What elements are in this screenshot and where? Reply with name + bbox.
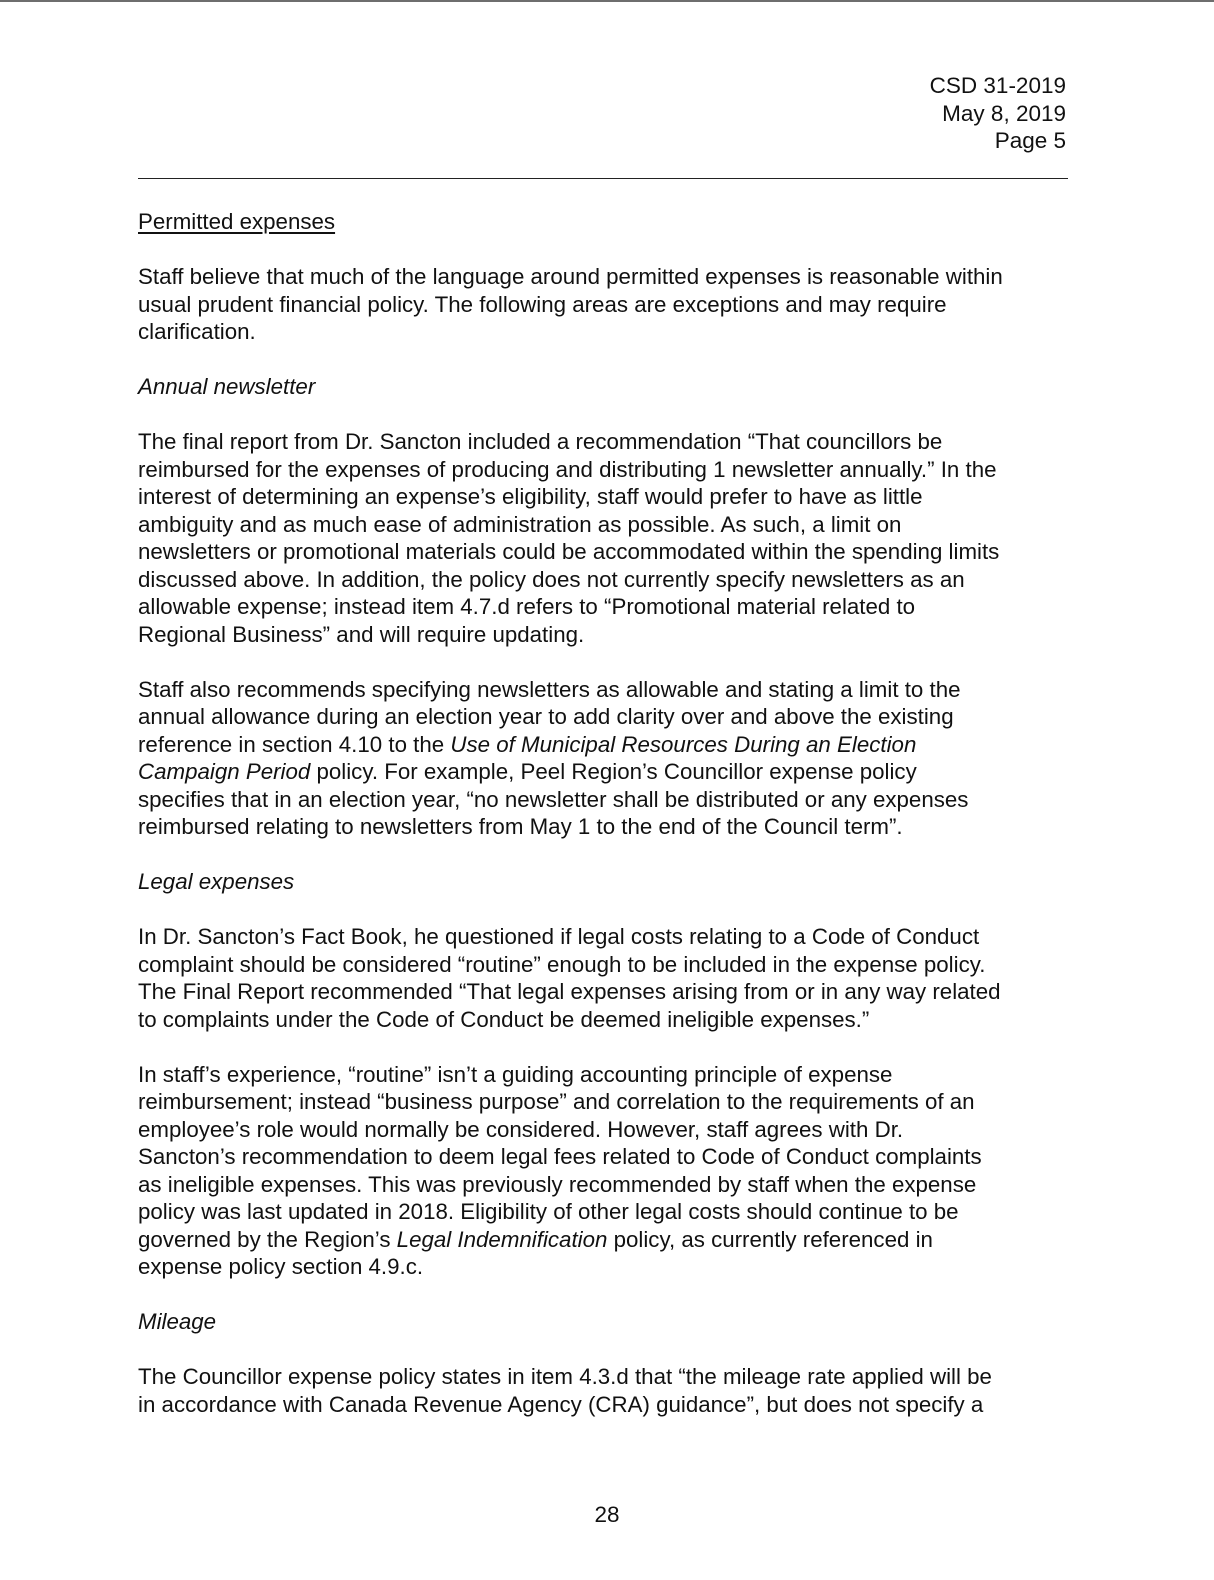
newsletter-paragraph-2 xyxy=(138,676,1078,841)
text-line xyxy=(138,731,1078,759)
header-divider xyxy=(138,178,1068,179)
text-line: In Dr. Sancton’s Fact Book, he questioned if legal costs relating to a Code of Conduct xyxy=(138,924,980,949)
newsletter-paragraph-1 xyxy=(138,428,1078,648)
subsection-title-annual-newsletter: Annual newsletter xyxy=(138,374,316,399)
text-line: complaint should be considered “routine” enough to be included in the expense policy. xyxy=(138,951,986,977)
text-line: allowable expense; instead item 4.7.d refers to “Promotional material related to xyxy=(138,594,916,619)
policy-name-italic: Use of Municipal Resources During an Election xyxy=(450,731,917,757)
text-line: The Councillor expense policy states in item 4.3.d that “the mileage rate applied will be xyxy=(138,1364,992,1389)
page-number: 28 xyxy=(594,1502,620,1527)
subsection-title-mileage: Mileage xyxy=(138,1309,217,1334)
text-line: to complaints under the Code of Conduct be deemed ineligible expenses.” xyxy=(138,1006,870,1032)
document-id: CSD 31-2019 xyxy=(929,73,1066,98)
text-line: usual prudent financial policy. The following areas are exceptions and may require xyxy=(138,291,947,317)
text-line: reimbursed for the expenses of producing and distributing 1 newsletter annually.” In the xyxy=(138,456,997,482)
text-line: specifies that in an election year, “no newsletter shall be distributed or any expenses xyxy=(138,786,969,812)
text-line: reimbursed relating to newsletters from May 1 to the end of the Council term”. xyxy=(138,814,903,839)
text-line: In staff’s experience, “routine” isn’t a guiding accounting principle of expense xyxy=(138,1061,893,1087)
document-date: May 8, 2019 xyxy=(942,100,1066,126)
text-line: in accordance with Canada Revenue Agency (CRA) guidance”, but does not specify a xyxy=(138,1391,984,1417)
text-line: Staff also recommends specifying newsletters as allowable and stating a limit to the xyxy=(138,676,961,702)
text-line: discussed above. In addition, the policy does not currently specify newsletters as an xyxy=(138,566,965,592)
intro-paragraph xyxy=(138,263,1078,346)
text-line: ambiguity and as much ease of administration as possible. As such, a limit on xyxy=(138,511,902,537)
text-line: expense policy section 4.9.c. xyxy=(138,1254,424,1279)
text-line xyxy=(138,758,1078,786)
text-line: as ineligible expenses. This was previously recommended by staff when the expense xyxy=(138,1171,977,1197)
text-line: reimbursement; instead “business purpose” and correlation to the requirements of an xyxy=(138,1089,975,1114)
text-line: The final report from Dr. Sancton included a recommendation “That councillors be xyxy=(138,429,943,454)
top-border xyxy=(0,0,1214,2)
text-run: policy, as currently referenced in xyxy=(607,1226,933,1252)
text-line xyxy=(138,1226,1078,1254)
text-line: clarification. xyxy=(138,319,256,344)
text-line: employee’s role would normally be considered. However, staff agrees with Dr. xyxy=(138,1116,904,1142)
text-line: annual allowance during an election year to add clarity over and above the existing xyxy=(138,704,954,729)
text-line: interest of determining an expense’s eligibility, staff would prefer to have as little xyxy=(138,484,923,509)
text-line: Sancton’s recommendation to deem legal fees related to Code of Conduct complaints xyxy=(138,1144,982,1169)
policy-name-italic: Campaign Period xyxy=(138,759,311,784)
text-line: policy was last updated in 2018. Eligibility of other legal costs should continue to be xyxy=(138,1199,959,1224)
legal-paragraph-2 xyxy=(138,1061,1078,1281)
text-run: governed by the Region’s xyxy=(138,1226,397,1252)
policy-name-italic: Legal Indemnification xyxy=(396,1226,608,1252)
section-title: Permitted expenses xyxy=(138,209,336,234)
text-line: Staff believe that much of the language around permitted expenses is reasonable within xyxy=(138,264,1003,289)
text-line: Regional Business” and will require updating. xyxy=(138,621,585,647)
text-run: reference in section 4.10 to the xyxy=(138,731,451,757)
mileage-paragraph-1 xyxy=(138,1363,1078,1418)
subsection-title-legal-expenses: Legal expenses xyxy=(138,869,295,894)
document-body xyxy=(138,208,1078,1446)
page-label: Page 5 xyxy=(994,128,1066,153)
text-line: newsletters or promotional materials could be accommodated within the spending limits xyxy=(138,539,1000,564)
legal-paragraph-1 xyxy=(138,923,1078,1033)
page-header xyxy=(930,72,1066,155)
text-run: policy. For example, Peel Region’s Councillor expense policy xyxy=(310,759,917,784)
text-line: The Final Report recommended “That legal expenses arising from or in any way related xyxy=(138,979,1001,1004)
